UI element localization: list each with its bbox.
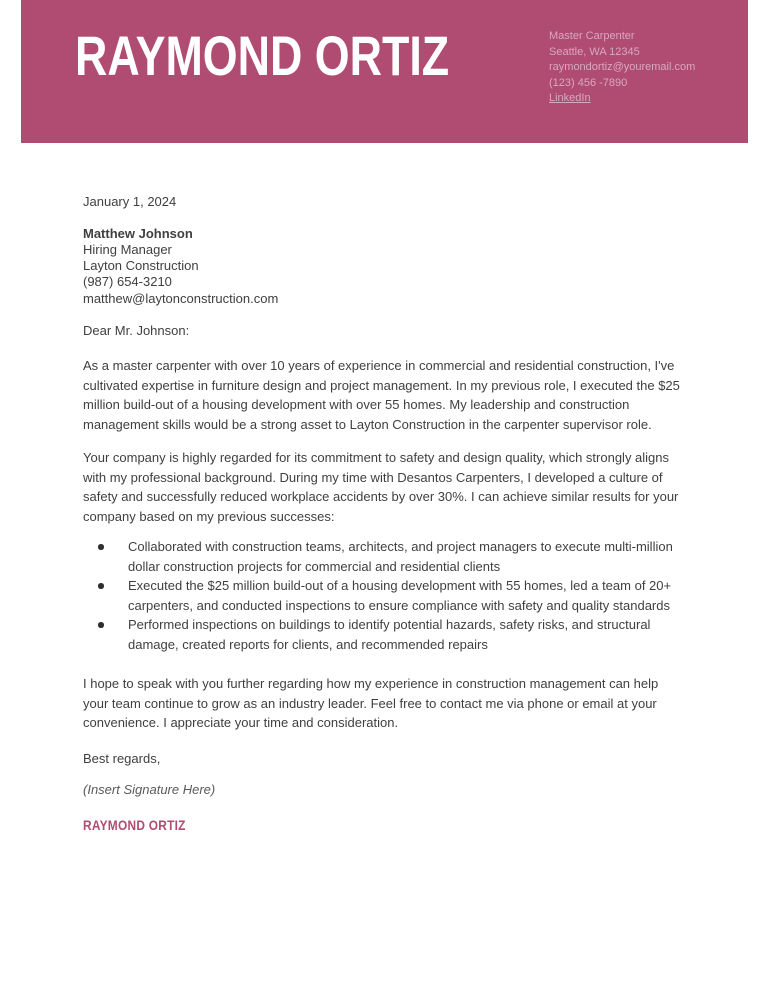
salutation: Dear Mr. Johnson: <box>83 322 190 338</box>
linkedin-link[interactable]: LinkedIn <box>549 92 591 104</box>
list-item <box>83 576 686 615</box>
bullet-icon <box>98 544 104 550</box>
list-item-text: Executed the $25 million build-out of a housing development with 55 homes, led a team of 20+ carpenters, and conducted inspections to ensure compliance with safety and quality standards <box>128 578 672 613</box>
signature-placeholder: (Insert Signature Here) <box>83 782 216 798</box>
recipient-email: matthew@laytonconstruction.com <box>83 290 279 306</box>
contact-location: Seattle, WA 12345 <box>549 45 640 58</box>
letter-body <box>83 143 686 835</box>
list-item-text: Performed inspections on buildings to identify potential hazards, safety risks, and structural damage, created reports for clients, and recommended repairs <box>128 617 651 652</box>
bullet-icon <box>98 622 104 628</box>
bullet-icon <box>98 583 104 589</box>
achievement-list <box>83 537 686 654</box>
recipient-company: Layton Construction <box>83 258 199 274</box>
recipient-block <box>83 226 686 307</box>
letter-date: January 1, 2024 <box>83 194 177 209</box>
list-item <box>83 615 686 654</box>
header-banner <box>21 0 748 143</box>
contact-phone: (123) 456 -7890 <box>549 76 628 89</box>
paragraph-1: As a master carpenter with over 10 years of experience in commercial and residential construction, I've cultivated expertise in furniture design and project management. In my previous role, I executed the $25 million build-out of a housing development with over 55 homes. My leadership and construction management skills would be a strong asset to Layton Construction in the carpenter supervisor role. <box>83 358 680 432</box>
list-item <box>83 537 686 576</box>
paragraph-2: Your company is highly regarded for its commitment to safety and design quality, which strongly aligns with my professional background. During my time with Desantos Carpenters, I developed a culture of safety and successfully reduced workplace accidents by over 30%. I can achieve similar results for your company based on my previous successes: <box>83 450 679 524</box>
signoff: Best regards, <box>83 750 161 766</box>
list-item-text: Collaborated with construction teams, architects, and project managers to execute multi-million dollar construction projects for commercial and residential clients <box>128 539 673 574</box>
closing-paragraph: I hope to speak with you further regarding how my experience in construction management can help your team continue to grow as an industry leader. Feel free to contact me via phone or email at your convenience. I appreciate your time and consideration. <box>83 676 659 731</box>
signature-name: RAYMOND ORTIZ <box>83 816 186 833</box>
recipient-name: Matthew Johnson <box>83 225 193 241</box>
recipient-title: Hiring Manager <box>83 241 172 257</box>
applicant-name: RAYMOND ORTIZ <box>75 24 450 87</box>
contact-email: raymondortiz@youremail.com <box>549 61 696 73</box>
contact-job-title: Master Carpenter <box>549 30 635 42</box>
recipient-phone: (987) 654-3210 <box>83 274 172 290</box>
contact-block <box>549 29 695 107</box>
